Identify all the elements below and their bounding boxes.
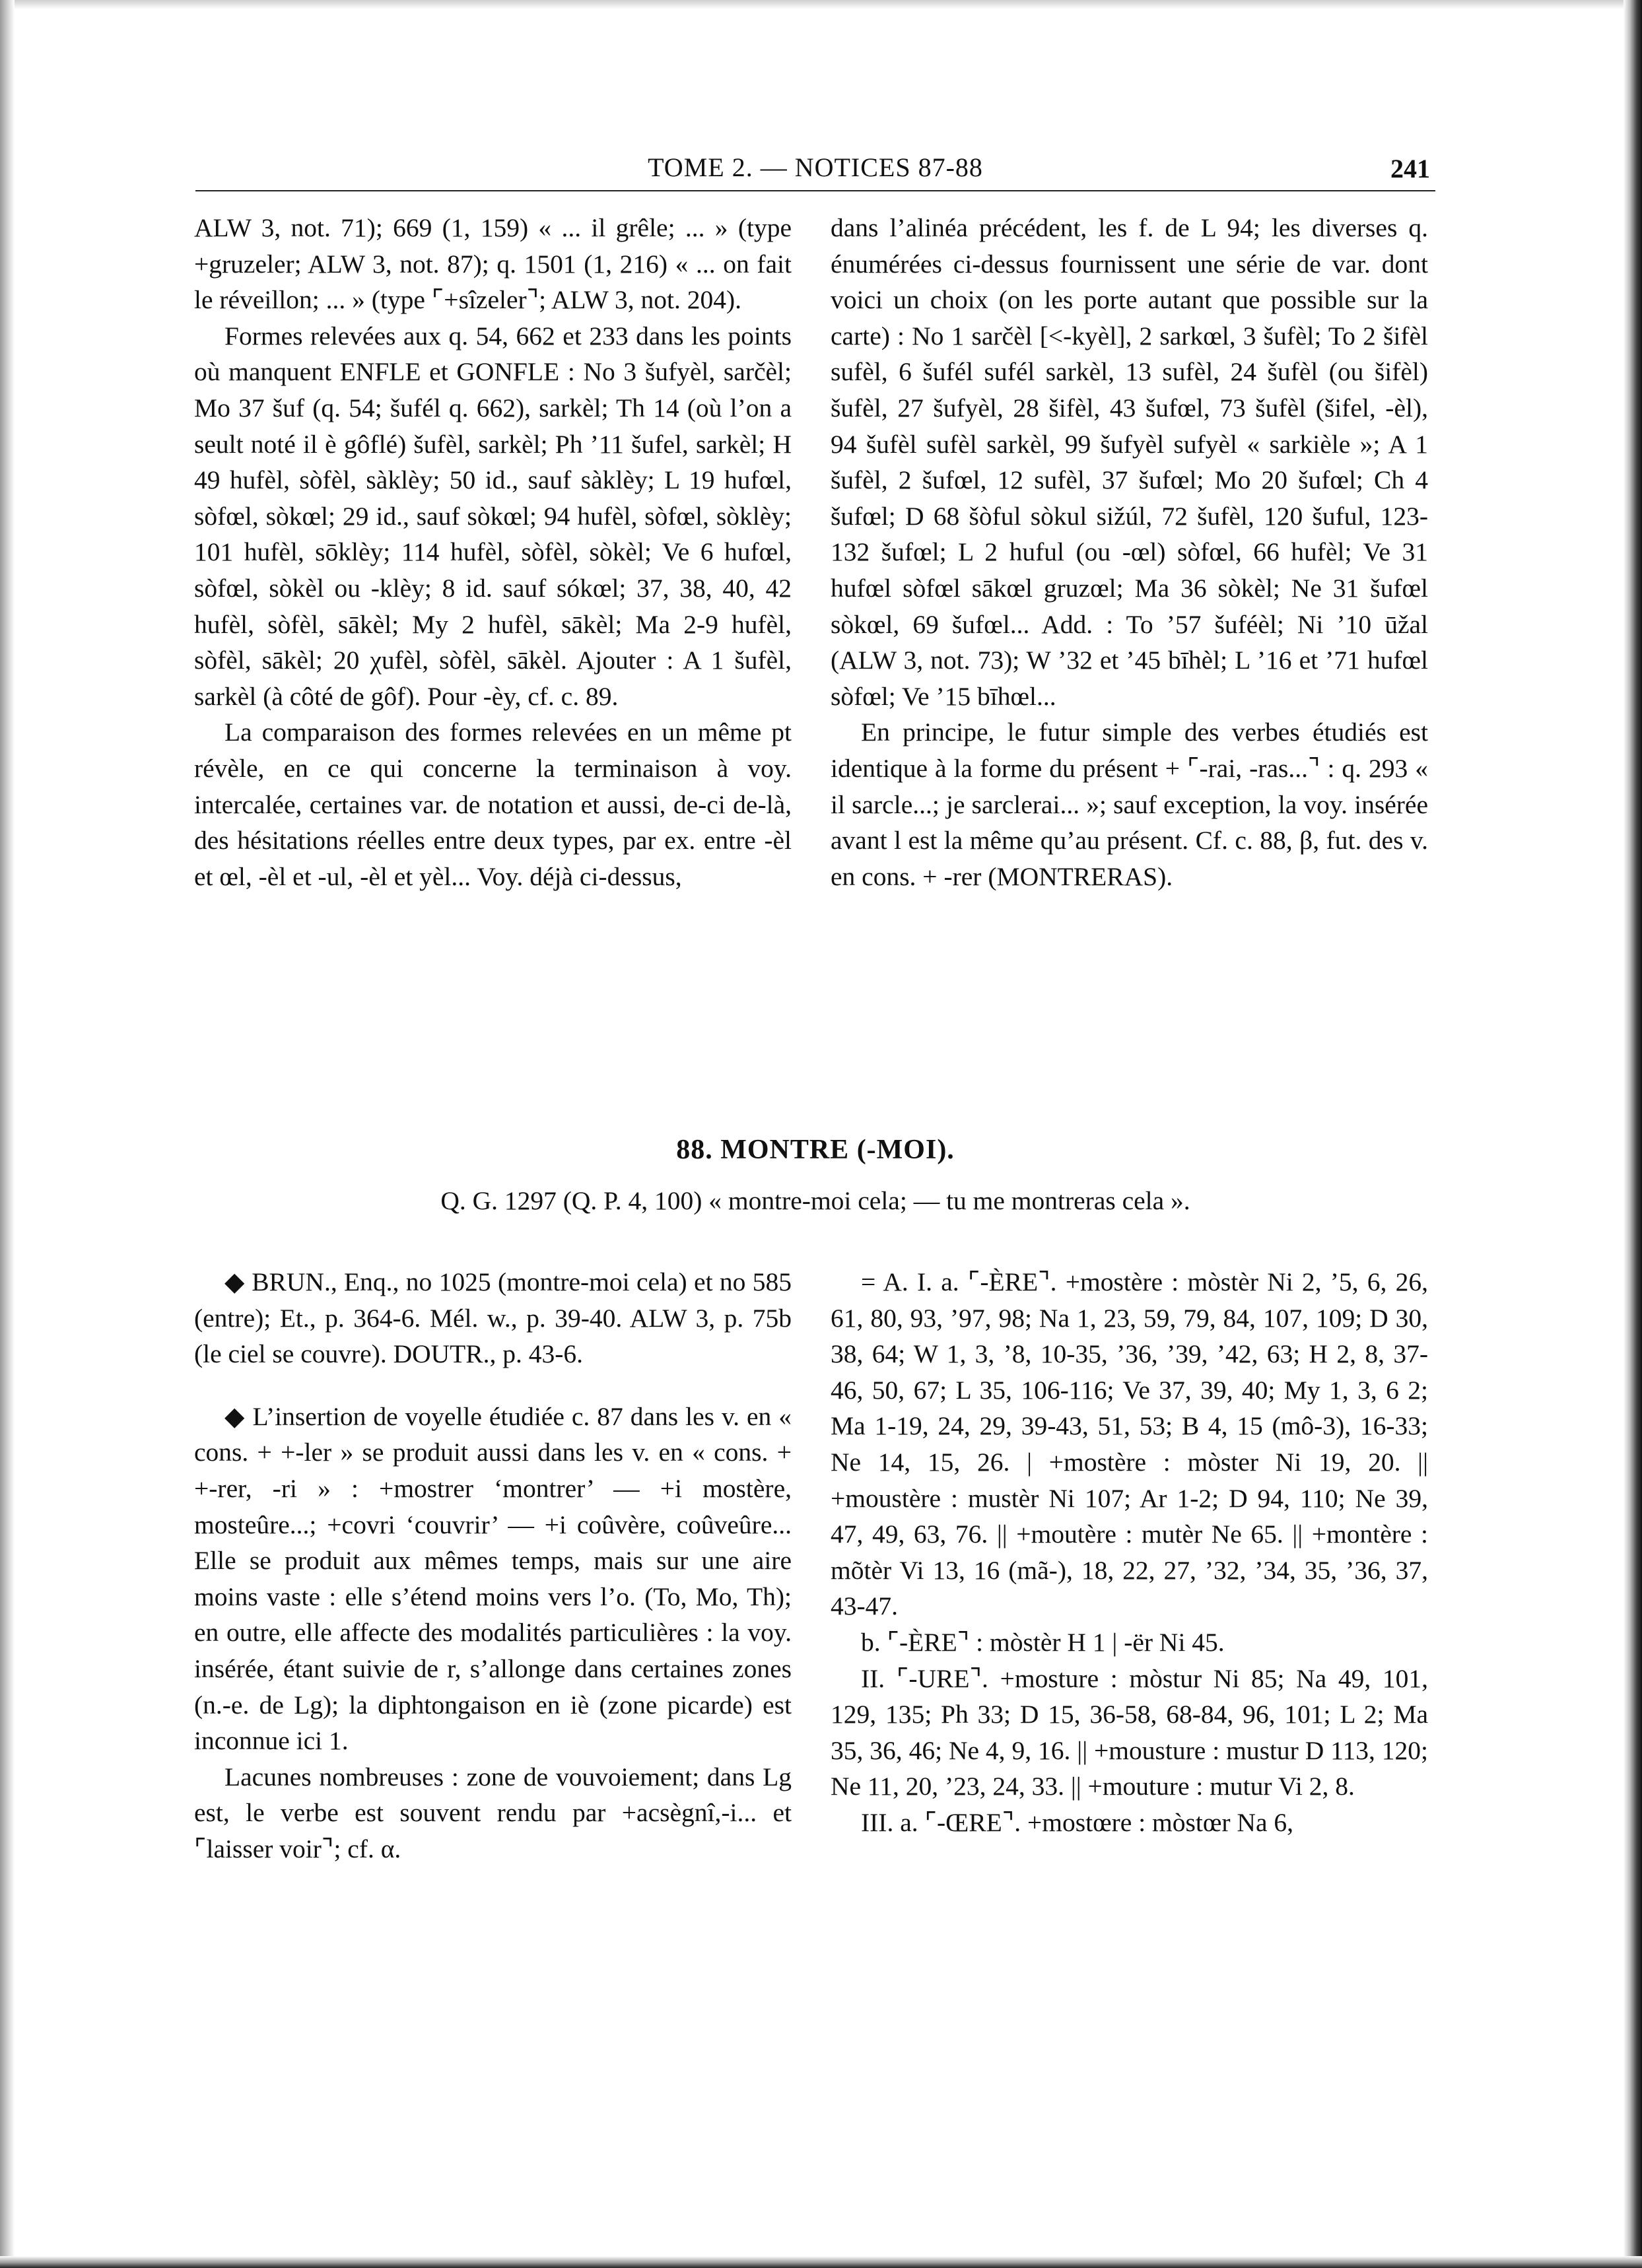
paragraph: ◆ L’insertion de voyelle étudiée c. 87 dans les v. en « cons. + +-ler » se produit aussi dans les v. en « cons. + +-rer, -ri » : +mostrer ‘montrer’ — +i mostère, mosteûre...; +covri ‘couvrir’ — +i coûvère, coûveûre... Elle se produit aux mêmes temps, mais sur une aire moins vaste : elle s’étend moins vers l’o. (To, Mo, Th); en outre, elle affecte des modalités particulières : la voy. insérée, étant suivie de r, s’allonge dans certaines zones (n.-e. de Lg); la diphtongaison en iè (zone picarde) est inconnue ici 1. — [194, 1401, 792, 1756]
scan-edge-bottom — [0, 2256, 1642, 2268]
paragraph: Formes relevées aux q. 54, 662 et 233 dans les points où manquent ENFLE et GONFLE : No 3 šufyèl, sarčèl; Mo 37 šuf (q. 54; šufél q. 662), sarkèl; Th 14 (où l’on a seult noté il è gôflé) šufèl, sarkèl; Ph ’11 šufel, sarkèl; H 49 hufèl, sòfèl, sàklèy; 50 id., sauf sàklèy; L 19 hufœl, sòfœl, sòkœl; 29 id., sauf sòkœl; 94 hufèl, sòfœl, sòklèy; 101 hufèl, sōklèy; 114 hufèl, sòfèl, sòkèl; Ve 6 hufœl, sòfœl, sòkèl ou -klèy; 8 id. sauf sókœl; 37, 38, 40, 42 hufèl, sòfèl, sākèl; My 2 hufèl, sākèl; Ma 2-9 hufèl, sòfèl, sākèl; 20 χufèl, sòfèl, sākèl. Ajouter : A 1 šufèl, sarkèl (à côté de gôf). Pour -èy, cf. c. 89. — [194, 321, 792, 711]
notice-88-left-column — [194, 1264, 792, 1867]
paragraph: b. ⌜-ÈRE⌝ : mòstèr H 1 | -ër Ni 45. — [861, 1627, 1225, 1657]
paragraph: III. a. ⌜-ŒRE⌝. +mostœre : mòstœr Na 6, — [861, 1807, 1293, 1837]
running-title: TOME 2. — NOTICES 87-88 — [648, 152, 983, 182]
paragraph: ALW 3, not. 71); 669 (1, 159) « ... il grêle; ... » (type +gruzeler; ALW 3, not. 87); q. 1501 (1, 216) « ... on fait le réveillon; ... » (type ⌜+sîzeler⌝; ALW 3, not. 204). — [194, 213, 792, 315]
scan-edge-left — [0, 0, 15, 2268]
paragraph: = A. I. a. ⌜-ÈRE⌝. +mostère : mòstèr Ni 2, ’5, 6, 26, 61, 80, 93, ’97, 98; Na 1, 23, 59, 79, 84, 107, 109; D 30, 38, 64; W 1, 3, ’8, 10-35, ’36, ’39, ’42, 63; H 2, 8, 37-46, 50, 67; L 35, 106-116; Ve 37, 39, 40; My 1, 3, 6 2; Ma 1-19, 24, 29, 39-43, 51, 53; B 4, 15 (mô-3), 16-33; Ne 14, 15, 26. | +mostère : mòster Ni 19, 20. || +moustère : mustèr Ni 107; Ar 1-2; D 94, 110; Ne 39, 47, 49, 63, 76. || +moutère : mutèr Ne 65. || +montère : mõtèr Vi 13, 16 (mã-), 18, 22, 27, ’32, ’34, 35, ’36, 37, 43-47. — [831, 1267, 1428, 1621]
scan-edge-top — [0, 0, 1642, 9]
notice-88-question: Q. G. 1297 (Q. P. 4, 100) « montre-moi cela; — tu me montreras cela ». — [440, 1186, 1190, 1215]
scan-edge-right — [1624, 0, 1642, 2268]
notice-87-right-column — [831, 210, 1428, 894]
paragraph: La comparaison des formes relevées en un même pt révèle, en ce qui concerne la terminaison à voy. intercalée, certaines var. de notation et aussi, de-ci de-là, des hésitations réelles entre deux types, par ex. entre -èl et œl, -èl et -ul, -èl et yèl... Voy. déjà ci-dessus, — [194, 717, 792, 891]
notice-88-right-column — [831, 1264, 1428, 1841]
paragraph: En principe, le futur simple des verbes étudiés est identique à la forme du présent + ⌜-rai, -ras...⌝ : q. 293 « il sarcle...; je sarclerai... »; sauf exception, la voy. insérée avant l est la même qu’au présent. Cf. c. 88, β, fut. des v. en cons. + -rer (MONTRERAS). — [831, 717, 1428, 891]
paragraph: Lacunes nombreuses : zone de vouvoiement; dans Lg est, le verbe est souvent rendu par +acsègnî,-i... et ⌜laisser voir⌝; cf. α. — [194, 1762, 792, 1863]
notice-87-left-column — [194, 210, 792, 894]
page-number: 241 — [1390, 154, 1430, 183]
running-head — [195, 147, 1435, 191]
paragraph: ◆ BRUN., Enq., no 1025 (montre-moi cela) et no 585 (entre); Et., p. 364-6. Mél. w., p. 39-40. ALW 3, p. 75b (le ciel se couvre). DOUTR., p. 43-6. — [194, 1267, 792, 1369]
paragraph: dans l’alinéa précédent, les f. de L 94; les diverses q. énumérées ci-dessus fournissent une série de var. dont voici un choix (on les porte autant que possible sur la carte) : No 1 sarčèl [<-kyèl], 2 sarkœl, 3 šufèl; To 2 šifèl sufèl, 6 šufél sufél sarkèl, 13 sufèl, 24 šufèl (ou šifèl) šufèl, 27 šufyèl, 28 šifèl, 43 šufœl, 73 šufèl (šifel, -èl), 94 šufèl sufèl sarkèl, 99 šufyèl sufyèl « sarkièle »; A 1 šufèl, 2 šufœl, 12 sufèl, 37 šufœl; Mo 20 šufœl; Ch 4 šufœl; D 68 šòful sòkul sižúl, 72 šufèl, 120 šuful, 123-132 šufœl; L 2 huful (ou -œl) sòfœl, 66 hufèl; Ve 31 hufœl sòfœl sākœl gruzœl; Ma 36 sòkèl; Ne 31 šufœl sòkœl, 69 šufœl... Add. : To ’57 šuféèl; Ni ’10 ūžal (ALW 3, not. 73); W ’32 et ’45 bīhèl; L ’16 et ’71 hufœl sòfœl; Ve ’15 bīhœl... — [831, 213, 1428, 711]
notice-88-title: 88. MONTRE (-MOI). — [676, 1135, 955, 1165]
paragraph: II. ⌜-URE⌝. +mosture : mòstur Ni 85; Na 49, 101, 129, 135; Ph 33; D 15, 36-58, 68-84, 96, 101; L 2; Ma 35, 36, 46; Ne 4, 9, 16. || +mousture : mustur D 113, 120; Ne 11, 20, ’23, 24, 33. || +mouture : mutur Vi 2, 8. — [831, 1663, 1428, 1801]
